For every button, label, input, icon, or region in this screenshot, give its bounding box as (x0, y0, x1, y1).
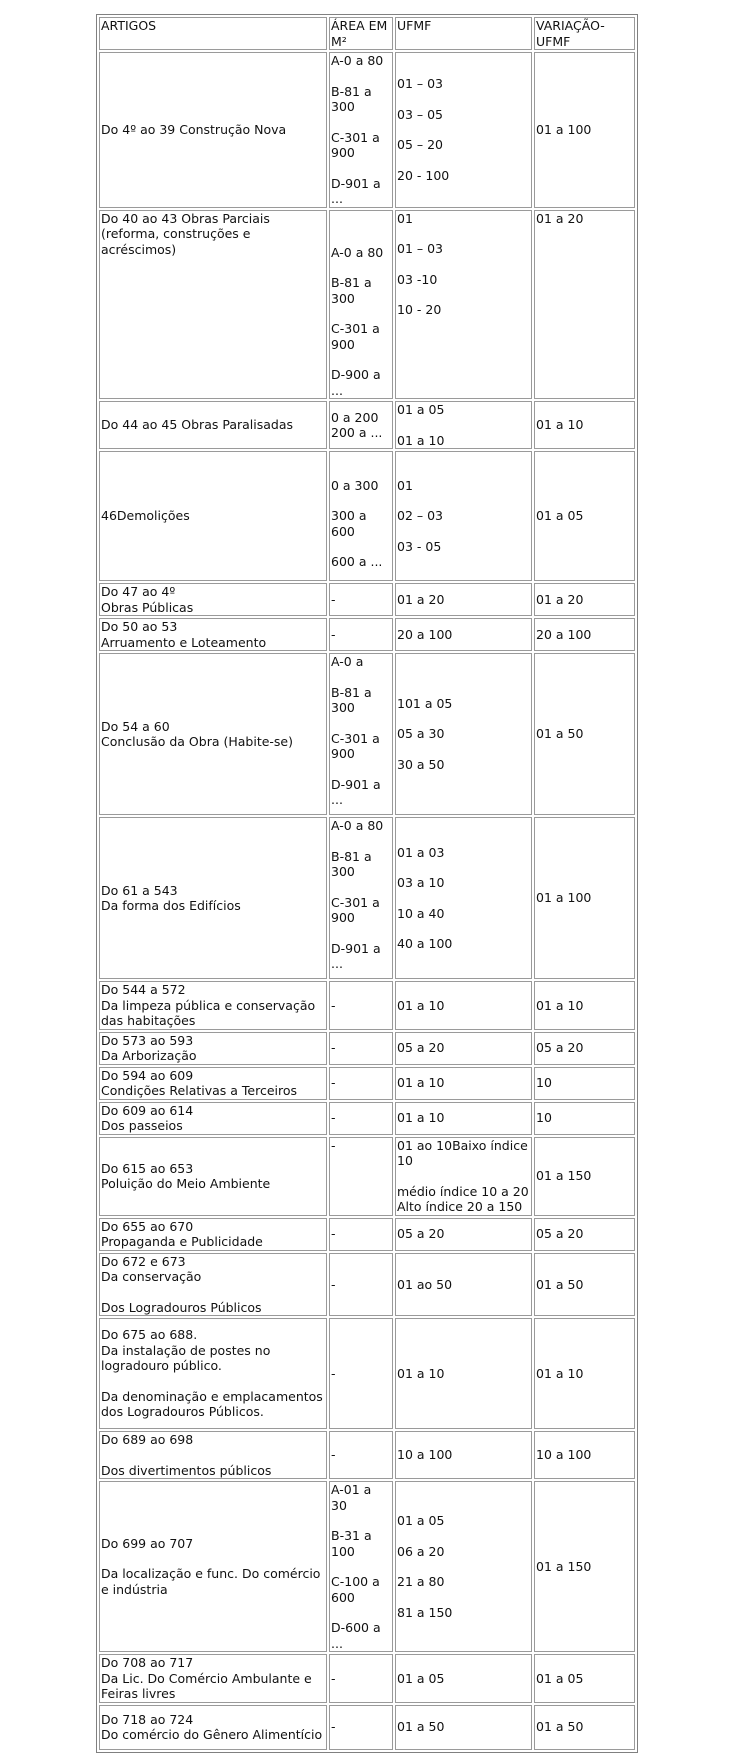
artigos-text: Do 44 ao 45 Obras Paralisadas (101, 417, 294, 433)
cell-variacao (534, 1137, 635, 1216)
area-text: D-900 a ... (331, 367, 381, 398)
cell-variacao (534, 210, 635, 400)
cell-artigos (99, 981, 327, 1030)
artigos-text: Dos Logradouros Públicos (101, 1299, 262, 1315)
header-row (99, 17, 635, 50)
cell-ufmf: 01 a 05 (395, 1654, 532, 1703)
table-row (99, 1137, 635, 1216)
ufmf-text: 05 a 30 (397, 726, 445, 742)
cell-area: - (329, 1705, 393, 1750)
area-text: A-0 a (331, 654, 364, 669)
table-row (99, 583, 635, 616)
ufmf-text: 10 - 20 (397, 302, 442, 317)
variacao-text: 01 a 50 (536, 726, 584, 742)
cell-variacao: 20 a 100 (534, 618, 635, 651)
variacao-text: 01 a 100 (536, 122, 592, 137)
table-row (99, 1654, 635, 1703)
area-text: 200 a ... (331, 425, 383, 440)
table-row (99, 1067, 635, 1100)
cell-variacao: 01 a 20 (534, 583, 635, 616)
header-area: ÁREA EM M² (329, 17, 393, 50)
tax-table (96, 14, 638, 1753)
table-row (99, 1431, 635, 1479)
table-row (99, 401, 635, 449)
cell-variacao: 01 a 10 (534, 981, 635, 1030)
artigos-text: Do 672 e 673 (101, 1253, 186, 1269)
artigos-text: Poluição do Meio Ambiente (101, 1176, 271, 1191)
cell-artigos (99, 52, 327, 208)
cell-variacao (534, 451, 635, 581)
area-text: B-81 a 300 (331, 684, 372, 715)
cell-ufmf: 05 a 20 (395, 1218, 532, 1251)
cell-variacao (534, 401, 635, 449)
artigos-text: Do 609 ao 614 (101, 1102, 194, 1118)
cell-variacao: 10 (534, 1067, 635, 1100)
artigos-text: Do 4º ao 39 Construção Nova (101, 122, 287, 137)
variacao-text: 01 a 100 (536, 890, 592, 906)
area-text: 0 a 200 (331, 409, 379, 425)
cell-artigos (99, 1137, 327, 1216)
cell-artigos (99, 817, 327, 979)
ufmf-text: 01 (397, 477, 413, 493)
ufmf-text: 40 a 100 (397, 936, 453, 951)
ufmf-text: 30 a 50 (397, 756, 445, 772)
variacao-text: 01 a 10 (536, 417, 584, 433)
cell-variacao: 05 a 20 (534, 1218, 635, 1251)
area-text: 600 a ... (331, 554, 383, 569)
cell-variacao: 01 a 10 (534, 1318, 635, 1429)
cell-variacao: 01 a 50 (534, 1253, 635, 1317)
area-text: 0 a 300 (331, 477, 379, 493)
artigos-text: Do 47 ao 4º (101, 584, 176, 599)
artigos-text: Do comércio do Gênero Alimentício (101, 1727, 323, 1742)
table-row (99, 52, 635, 208)
cell-artigos (99, 1067, 327, 1100)
artigos-text: Da limpeza pública e conservação das habitações (101, 997, 316, 1028)
ufmf-text: 03 – 05 (397, 106, 444, 122)
cell-artigos (99, 653, 327, 815)
header-artigos: ARTIGOS (99, 17, 327, 50)
area-text: C-301 a 900 (331, 894, 380, 925)
artigos-text: Do 40 ao 43 Obras Parciais (reforma, construções e acréscimos) (101, 210, 270, 257)
variacao-text: 01 a 05 (536, 508, 584, 524)
artigos-text: Da forma dos Edifícios (101, 898, 241, 913)
ufmf-text: 101 a 05 (397, 695, 453, 711)
area-text: B-81 a 300 (331, 83, 372, 114)
area-text: B-31 a 100 (331, 1528, 372, 1559)
ufmf-text: 01 a 10 (397, 432, 445, 448)
cell-area (329, 401, 393, 449)
cell-area (329, 817, 393, 979)
area-text: B-81 a 300 (331, 848, 372, 879)
area-text: C-100 a 600 (331, 1574, 380, 1605)
variacao-text: 01 a 150 (536, 1558, 592, 1574)
cell-artigos (99, 1481, 327, 1652)
cell-artigos (99, 618, 327, 651)
cell-area (329, 210, 393, 400)
artigos-text: Do 699 ao 707 (101, 1535, 194, 1551)
cell-area: - (329, 583, 393, 616)
ufmf-text: 05 – 20 (397, 137, 444, 153)
artigos-text: Da denominação e emplacamentos dos Logradouros Públicos. (101, 1388, 323, 1420)
artigos-text: Do 50 ao 53 (101, 619, 178, 634)
cell-variacao (534, 653, 635, 815)
cell-variacao (534, 817, 635, 979)
header-ufmf: UFMF (395, 17, 532, 50)
artigos-text: Dos passeios (101, 1118, 183, 1133)
artigos-text: Condições Relativas a Terceiros (101, 1083, 298, 1098)
table-row (99, 653, 635, 815)
artigos-text: Do 718 ao 724 (101, 1711, 194, 1727)
cell-ufmf: 10 a 100 (395, 1431, 532, 1479)
cell-area (329, 451, 393, 581)
variacao-text: 01 a 20 (536, 210, 584, 226)
artigos-text: Conclusão da Obra (Habite-se) (101, 734, 293, 749)
cell-variacao: 01 a 50 (534, 1705, 635, 1750)
area-text: C-301 a 900 (331, 730, 380, 761)
ufmf-text: 01 – 03 (397, 76, 444, 92)
artigos-text: Da Lic. Do Comércio Ambulante e Feiras livres (101, 1670, 312, 1701)
cell-area: - (329, 1102, 393, 1135)
ufmf-text: 01 a 05 (397, 402, 445, 417)
table-row (99, 1318, 635, 1429)
cell-artigos (99, 1218, 327, 1251)
artigos-text: Do 708 ao 717 (101, 1655, 194, 1670)
table-row (99, 1102, 635, 1135)
cell-variacao (534, 1481, 635, 1652)
table-row (99, 618, 635, 651)
artigos-text: Do 544 a 572 (101, 982, 186, 997)
cell-artigos (99, 1102, 327, 1135)
cell-variacao: 10 (534, 1102, 635, 1135)
ufmf-text: 01 – 03 (397, 241, 444, 256)
area-text: A-0 a 80 (331, 244, 384, 260)
artigos-text: Da localização e func. Do comércio e indústria (101, 1566, 321, 1597)
cell-ufmf (395, 653, 532, 815)
cell-artigos (99, 1431, 327, 1479)
cell-ufmf: 01 a 10 (395, 1102, 532, 1135)
artigos-text: Do 689 ao 698 (101, 1432, 194, 1447)
cell-area: - (329, 1253, 393, 1317)
area-text: B-81 a 300 (331, 275, 372, 306)
header-variacao: VARIAÇÃO-UFMF (534, 17, 635, 50)
artigos-text: Da instalação de postes no logradouro público. (101, 1342, 271, 1374)
cell-area: - (329, 981, 393, 1030)
table-row (99, 1218, 635, 1251)
ufmf-text: Alto índice 20 a 150 (397, 1199, 523, 1214)
cell-variacao: 05 a 20 (534, 1032, 635, 1065)
area-text: D-901 a ... (331, 175, 381, 206)
cell-area: - (329, 1431, 393, 1479)
cell-ufmf (395, 210, 532, 400)
cell-artigos (99, 1253, 327, 1317)
table-row (99, 817, 635, 979)
artigos-text: Da Arborização (101, 1048, 197, 1063)
cell-variacao (534, 52, 635, 208)
artigos-text: 46Demolições (101, 508, 190, 524)
artigos-text: Do 655 ao 670 (101, 1218, 194, 1234)
table-row (99, 1032, 635, 1065)
artigos-text: Do 573 ao 593 (101, 1032, 194, 1048)
ufmf-text: 02 – 03 (397, 508, 444, 524)
cell-ufmf: 01 ao 50 (395, 1253, 532, 1317)
ufmf-text: 03 -10 (397, 271, 438, 287)
cell-ufmf: 01 a 10 (395, 981, 532, 1030)
ufmf-text: 20 - 100 (397, 167, 450, 183)
table-row (99, 210, 635, 400)
cell-ufmf: 01 a 10 (395, 1067, 532, 1100)
ufmf-text: 03 a 10 (397, 875, 445, 890)
area-text: A-01 a 30 (331, 1482, 372, 1513)
artigos-text: Dos divertimentos públicos (101, 1462, 272, 1478)
ufmf-text: 01 (397, 210, 413, 226)
cell-variacao: 01 a 05 (534, 1654, 635, 1703)
cell-area: - (329, 1137, 393, 1216)
cell-area: - (329, 1654, 393, 1703)
cell-artigos (99, 1654, 327, 1703)
area-text: 300 a 600 (331, 508, 367, 539)
ufmf-text: 81 a 150 (397, 1604, 453, 1620)
artigos-text: Do 594 ao 609 (101, 1067, 194, 1083)
area-text: A-0 a 80 (331, 818, 384, 833)
ufmf-text: 10 a 40 (397, 905, 445, 921)
artigos-text: Propaganda e Publicidade (101, 1234, 263, 1249)
area-text: A-0 a 80 (331, 53, 384, 68)
ufmf-text: 03 - 05 (397, 538, 442, 554)
cell-artigos (99, 451, 327, 581)
cell-ufmf: 01 a 20 (395, 583, 532, 616)
cell-area: - (329, 1032, 393, 1065)
table-row (99, 1705, 635, 1750)
artigos-text: Do 675 ao 688. (101, 1327, 198, 1343)
area-text: C-301 a 900 (331, 129, 380, 160)
ufmf-text: 06 a 20 (397, 1543, 445, 1559)
cell-ufmf: 20 a 100 (395, 618, 532, 651)
artigos-text: Do 54 a 60 (101, 718, 170, 734)
cell-ufmf (395, 451, 532, 581)
cell-ufmf: 01 a 50 (395, 1705, 532, 1750)
artigos-text: Obras Públicas (101, 599, 194, 615)
cell-artigos (99, 401, 327, 449)
area-text: D-600 a ... (331, 1620, 381, 1651)
artigos-text: Arruamento e Loteamento (101, 634, 267, 650)
cell-ufmf (395, 1481, 532, 1652)
area-text: C-301 a 900 (331, 321, 380, 352)
cell-ufmf (395, 401, 532, 449)
cell-ufmf (395, 817, 532, 979)
area-text: D-901 a ... (331, 940, 381, 971)
cell-artigos (99, 1318, 327, 1429)
cell-area: - (329, 1318, 393, 1429)
variacao-text: 01 a 150 (536, 1168, 592, 1184)
cell-artigos (99, 1032, 327, 1065)
ufmf-text: 01 ao 10Baixo índice 10 (397, 1137, 528, 1168)
ufmf-text: médio índice 10 a 20 (397, 1183, 529, 1199)
cell-area (329, 653, 393, 815)
cell-ufmf: 05 a 20 (395, 1032, 532, 1065)
ufmf-text: 21 a 80 (397, 1574, 445, 1589)
cell-artigos (99, 210, 327, 400)
ufmf-text: 01 a 05 (397, 1513, 445, 1528)
cell-ufmf: 01 a 10 (395, 1318, 532, 1429)
table-row (99, 1253, 635, 1317)
artigos-text: Do 61 a 543 (101, 882, 178, 898)
cell-ufmf (395, 1137, 532, 1216)
cell-artigos (99, 583, 327, 616)
cell-artigos (99, 1705, 327, 1750)
cell-variacao: 10 a 100 (534, 1431, 635, 1479)
ufmf-text: 01 a 03 (397, 844, 445, 860)
table-row (99, 451, 635, 581)
cell-area (329, 52, 393, 208)
cell-ufmf (395, 52, 532, 208)
cell-area: - (329, 1218, 393, 1251)
artigos-text: Do 615 ao 653 (101, 1160, 194, 1176)
artigos-text: Da conservação (101, 1269, 202, 1284)
cell-area (329, 1481, 393, 1652)
area-text: D-901 a ... (331, 776, 381, 807)
cell-area: - (329, 1067, 393, 1100)
table-row (99, 1481, 635, 1652)
cell-area: - (329, 618, 393, 651)
table-row (99, 981, 635, 1030)
